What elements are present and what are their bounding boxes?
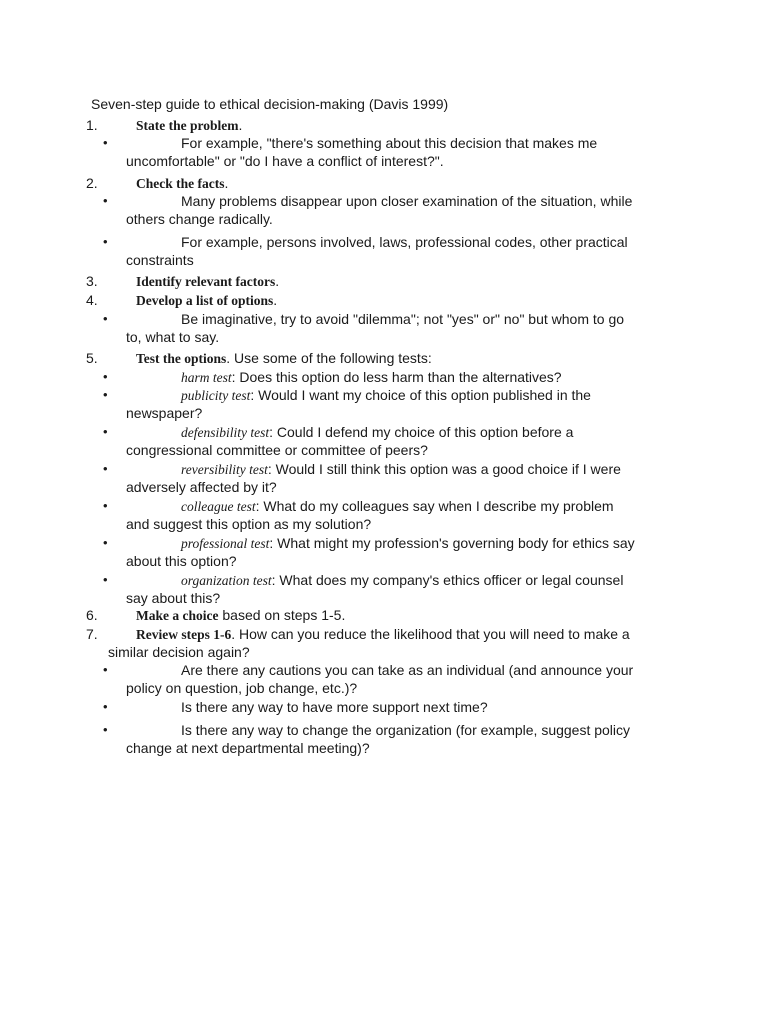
bullet-line: Is there any way to have more support next time? (181, 699, 488, 715)
step-item (86, 349, 432, 368)
bullet-text (181, 497, 614, 516)
bullet-text (181, 423, 573, 442)
bullet-text (181, 661, 633, 679)
bullet-text (126, 210, 273, 228)
step-heading: Check the facts (136, 176, 225, 191)
step-item (86, 625, 630, 644)
bullet-icon: • (103, 234, 108, 249)
bullet-icon: • (103, 387, 108, 402)
step-number: 1. (86, 117, 98, 133)
bullet-icon: • (103, 461, 108, 476)
bullet-line: Is there any way to change the organization (for example, suggest policy (181, 722, 631, 738)
step-item (86, 272, 279, 291)
bullet-text (126, 515, 371, 533)
step-heading: Review steps 1-6 (136, 627, 232, 642)
test-name: organization test (181, 573, 272, 588)
bullet-line: : Does this option do less harm than the alternatives? (231, 369, 562, 385)
bullet-text (126, 589, 220, 607)
bullet-line: : Could I defend my choice of this option before a (269, 424, 574, 440)
bullet-text (181, 698, 488, 716)
bullet-icon: • (103, 699, 108, 714)
bullet-line: about this option? (126, 553, 237, 569)
step-text: . (224, 175, 229, 191)
bullet-line: congressional committee or committee of peers? (126, 442, 428, 458)
document-title: Seven-step guide to ethical decision-making (Davis 1999) (91, 96, 449, 112)
step-number: 7. (86, 626, 98, 642)
bullet-icon: • (103, 498, 108, 513)
bullet-icon: • (103, 369, 108, 384)
step-text: . (238, 117, 243, 133)
bullet-text (126, 552, 237, 570)
step-item (86, 606, 345, 625)
test-name: colleague test (181, 499, 256, 514)
step-text: . (273, 292, 278, 308)
bullet-text (181, 386, 591, 405)
step-heading: State the problem (136, 118, 239, 133)
bullet-text (181, 192, 632, 210)
step-heading: Develop a list of options (136, 293, 274, 308)
bullet-line: and suggest this option as my solution? (126, 516, 372, 532)
step-number: 6. (86, 607, 98, 623)
bullet-line: uncomfortable" or "do I have a conflict of interest?". (126, 153, 444, 169)
bullet-text (181, 134, 597, 152)
bullet-icon: • (103, 135, 108, 150)
bullet-line: Many problems disappear upon closer examination of the situation, while (181, 193, 633, 209)
bullet-line: newspaper? (126, 405, 203, 421)
bullet-text (181, 534, 635, 553)
bullet-text (126, 478, 277, 496)
bullet-text (181, 721, 630, 739)
bullet-text (181, 233, 628, 251)
step-heading: Make a choice (136, 608, 219, 623)
test-name: defensibility test (181, 425, 270, 440)
bullet-icon: • (103, 424, 108, 439)
bullet-text (126, 404, 202, 422)
bullet-text (126, 251, 194, 269)
bullet-icon: • (103, 572, 108, 587)
bullet-icon: • (103, 535, 108, 550)
step-number: 3. (86, 273, 98, 289)
bullet-line: Be imaginative, try to avoid "dilemma"; not "yes" or" no" but whom to go (181, 311, 625, 327)
bullet-line: For example, "there's something about this decision that makes me (181, 135, 598, 151)
test-name: professional test (181, 536, 270, 551)
bullet-icon: • (103, 662, 108, 677)
bullet-line: Are there any cautions you can take as an individual (and announce your (181, 662, 634, 678)
step-number: 2. (86, 175, 98, 191)
test-name: harm test (181, 370, 232, 385)
bullet-line: : Would I still think this option was a good choice if I were (267, 461, 621, 477)
bullet-line: policy on question, job change, etc.)? (126, 680, 358, 696)
step-number: 4. (86, 292, 98, 308)
step-item (86, 291, 277, 310)
bullet-text (181, 310, 624, 328)
bullet-icon: • (103, 193, 108, 208)
step-heading: Test the options (136, 351, 227, 366)
bullet-icon: • (103, 722, 108, 737)
step-text: based on steps 1-5. (218, 607, 346, 623)
bullet-icon: • (103, 311, 108, 326)
test-name: reversibility test (181, 462, 268, 477)
bullet-line: to, what to say. (126, 329, 220, 345)
bullet-text (126, 441, 428, 459)
bullet-line: : What might my profession's governing body for ethics say (269, 535, 635, 551)
bullet-text (181, 460, 621, 479)
bullet-line: For example, persons involved, laws, professional codes, other practical (181, 234, 628, 250)
bullet-line: change at next departmental meeting)? (126, 740, 370, 756)
step-item (86, 174, 228, 193)
bullet-line: : What does my company's ethics officer or legal counsel (271, 572, 624, 588)
bullet-line: others change radically. (126, 211, 273, 227)
bullet-line: : What do my colleagues say when I describe my problem (255, 498, 614, 514)
bullet-text (126, 328, 219, 346)
step-text-continuation: similar decision again? (108, 644, 250, 660)
bullet-text (126, 739, 370, 757)
step-text: . (275, 273, 280, 289)
step-heading: Identify relevant factors (136, 274, 276, 289)
step-number: 5. (86, 350, 98, 366)
bullet-line: say about this? (126, 590, 221, 606)
step-text: . Use some of the following tests: (226, 350, 432, 366)
step-text: . How can you reduce the likelihood that you will need to make a (231, 626, 630, 642)
test-name: publicity test (181, 388, 251, 403)
bullet-line: adversely affected by it? (126, 479, 277, 495)
bullet-text (126, 679, 357, 697)
bullet-text (126, 152, 444, 170)
bullet-text (181, 571, 623, 590)
bullet-line: constraints (126, 252, 194, 268)
step-item (86, 116, 242, 135)
bullet-text (181, 368, 562, 387)
bullet-line: : Would I want my choice of this option published in the (250, 387, 591, 403)
